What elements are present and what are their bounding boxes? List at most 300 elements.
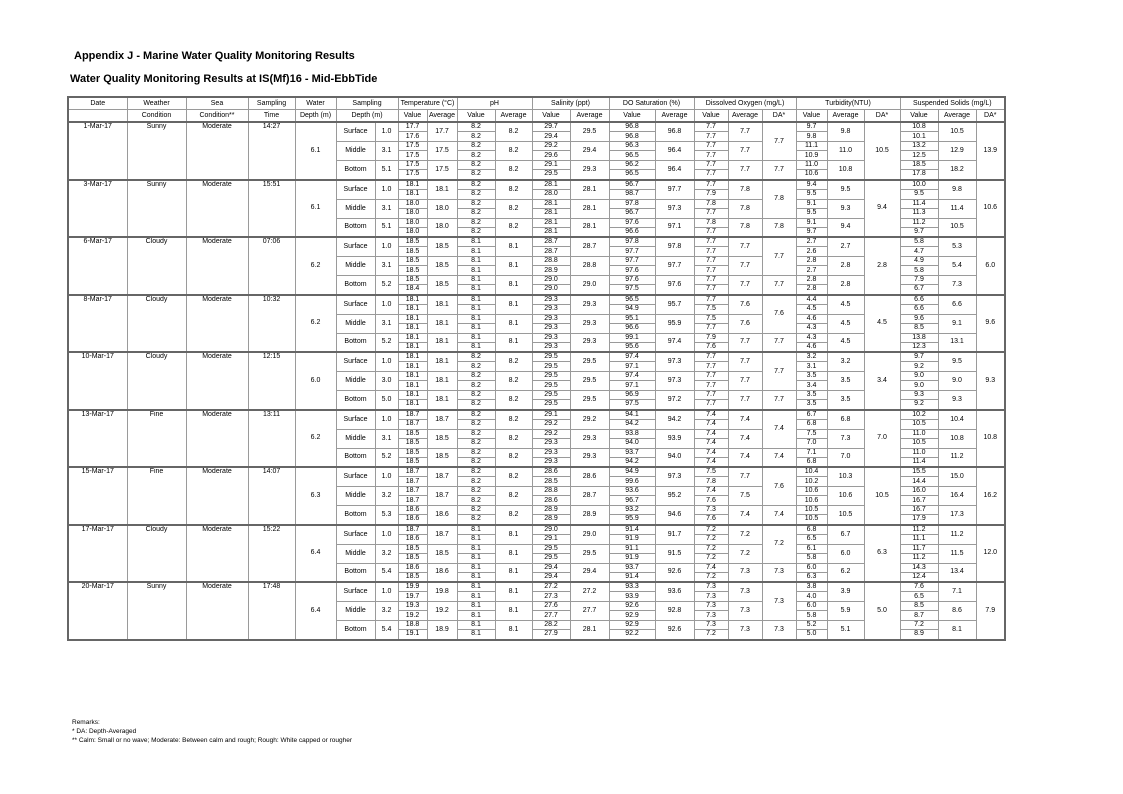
turbidity-value: 4.3 [796, 333, 827, 342]
temperature-value: 18.7 [398, 525, 427, 535]
sampling-level-cell: Bottom [336, 563, 375, 582]
suspended-solids-value: 6.7 [900, 285, 938, 295]
suspended-solids-value: 9.7 [900, 352, 938, 362]
salinity-value: 28.9 [532, 515, 570, 525]
dissolved-oxygen-average: 7.7 [728, 391, 762, 410]
turbidity-value: 2.8 [796, 276, 827, 285]
column-header: Sea [186, 97, 248, 110]
water-depth-cell: 6.1 [295, 180, 336, 238]
temperature-value: 18.7 [398, 487, 427, 496]
weather-cell: Cloudy [127, 295, 186, 353]
turbidity-value: 5.2 [796, 621, 827, 630]
sampling-depth-cell: 1.0 [375, 295, 398, 315]
turbidity-value: 6.0 [796, 602, 827, 611]
ph-average: 8.2 [495, 429, 532, 448]
suspended-solids-value: 11.4 [900, 457, 938, 467]
do-saturation-value: 93.7 [609, 563, 655, 572]
do-saturation-value: 97.6 [609, 218, 655, 227]
temperature-value: 19.2 [398, 611, 427, 621]
dissolved-oxygen-value: 7.4 [694, 438, 728, 448]
suspended-solids-average: 12.9 [938, 142, 976, 161]
temperature-average: 18.7 [427, 525, 457, 545]
temperature-average: 18.7 [427, 410, 457, 430]
column-subheader: Value [398, 110, 427, 123]
ph-average: 8.1 [495, 602, 532, 621]
water-depth-cell: 6.3 [295, 467, 336, 525]
sampling-depth-cell: 1.0 [375, 410, 398, 430]
turbidity-average: 7.0 [827, 448, 864, 467]
sampling-level-cell: Bottom [336, 276, 375, 295]
turbidity-value: 6.8 [796, 525, 827, 535]
temperature-average: 18.5 [427, 448, 457, 467]
turbidity-value: 9.4 [796, 180, 827, 190]
temperature-value: 18.1 [398, 381, 427, 391]
salinity-average: 29.3 [570, 429, 609, 448]
turbidity-average: 10.8 [827, 161, 864, 180]
ph-value: 8.1 [457, 602, 495, 611]
remark-line: ** Calm: Small or no wave; Moderate: Between calm and rough; Rough: White capped or rougher [72, 737, 353, 744]
ph-average: 8.2 [495, 448, 532, 467]
turbidity-value: 6.5 [796, 534, 827, 544]
dissolved-oxygen-value: 7.7 [694, 381, 728, 391]
ph-value: 8.2 [457, 122, 495, 132]
suspended-solids-average: 10.4 [938, 410, 976, 430]
sampling-time-cell: 10:32 [248, 295, 295, 353]
date-cell: 6-Mar-17 [68, 237, 127, 295]
dissolved-oxygen-da: 7.6 [762, 467, 796, 506]
salinity-value: 29.3 [532, 295, 570, 305]
temperature-value: 17.5 [398, 170, 427, 180]
ph-value: 8.2 [457, 208, 495, 218]
suspended-solids-value: 11.0 [900, 429, 938, 438]
sampling-level-cell: Middle [336, 199, 375, 218]
sampling-depth-cell: 1.0 [375, 467, 398, 487]
date-cell: 17-Mar-17 [68, 525, 127, 583]
sea-condition-cell: Moderate [186, 467, 248, 525]
sampling-level-cell: Middle [336, 544, 375, 563]
dissolved-oxygen-value: 7.5 [694, 304, 728, 314]
ph-value: 8.2 [457, 362, 495, 372]
sampling-time-cell: 14:07 [248, 467, 295, 525]
column-subheader: Value [457, 110, 495, 123]
salinity-value: 29.3 [532, 438, 570, 448]
date-cell: 10-Mar-17 [68, 352, 127, 410]
ph-value: 8.1 [457, 247, 495, 257]
weather-cell: Cloudy [127, 525, 186, 583]
dissolved-oxygen-value: 7.7 [694, 227, 728, 237]
do-saturation-value: 97.6 [609, 266, 655, 276]
table-row [68, 237, 1005, 247]
turbidity-value: 6.7 [796, 410, 827, 420]
temperature-value: 18.1 [398, 372, 427, 381]
column-subheader: Value [694, 110, 728, 123]
salinity-value: 29.3 [532, 323, 570, 333]
turbidity-value: 4.6 [796, 314, 827, 323]
column-subheader: DA* [762, 110, 796, 123]
temperature-average: 18.1 [427, 295, 457, 315]
suspended-solids-value: 9.0 [900, 381, 938, 391]
turbidity-value: 10.6 [796, 487, 827, 496]
dissolved-oxygen-average: 7.7 [728, 257, 762, 276]
dissolved-oxygen-value: 7.8 [694, 218, 728, 227]
sampling-depth-cell: 3.1 [375, 257, 398, 276]
salinity-value: 28.8 [532, 487, 570, 496]
temperature-average: 18.1 [427, 314, 457, 333]
dissolved-oxygen-value: 7.7 [694, 266, 728, 276]
suspended-solids-value: 12.4 [900, 572, 938, 582]
ph-value: 8.1 [457, 314, 495, 323]
salinity-value: 29.2 [532, 142, 570, 151]
suspended-solids-average: 8.6 [938, 602, 976, 621]
do-saturation-average: 92.6 [655, 563, 694, 582]
turbidity-average: 3.5 [827, 391, 864, 410]
column-subheader: Average [938, 110, 976, 123]
ph-value: 8.1 [457, 333, 495, 342]
temperature-average: 17.7 [427, 122, 457, 142]
suspended-solids-average: 9.8 [938, 180, 976, 200]
water-depth-cell: 6.2 [295, 237, 336, 295]
suspended-solids-average: 18.2 [938, 161, 976, 180]
salinity-value: 29.3 [532, 333, 570, 342]
dissolved-oxygen-value: 7.3 [694, 582, 728, 592]
do-saturation-average: 97.7 [655, 180, 694, 200]
column-subheader: Average [495, 110, 532, 123]
sampling-level-cell: Surface [336, 180, 375, 200]
dissolved-oxygen-value: 7.7 [694, 208, 728, 218]
do-saturation-value: 97.1 [609, 362, 655, 372]
suspended-solids-average: 17.3 [938, 506, 976, 525]
do-saturation-value: 96.7 [609, 180, 655, 190]
dissolved-oxygen-average: 7.3 [728, 602, 762, 621]
sampling-depth-cell: 5.0 [375, 391, 398, 410]
do-saturation-value: 92.6 [609, 602, 655, 611]
salinity-value: 29.4 [532, 572, 570, 582]
column-subheader: Value [900, 110, 938, 123]
do-saturation-value: 93.9 [609, 592, 655, 602]
do-saturation-value: 97.5 [609, 285, 655, 295]
dissolved-oxygen-da: 7.7 [762, 333, 796, 352]
turbidity-average: 9.8 [827, 122, 864, 142]
do-saturation-value: 96.3 [609, 142, 655, 151]
dissolved-oxygen-average: 7.2 [728, 544, 762, 563]
dissolved-oxygen-value: 7.7 [694, 142, 728, 151]
suspended-solids-value: 10.2 [900, 410, 938, 420]
turbidity-average: 4.5 [827, 314, 864, 333]
water-depth-cell: 6.4 [295, 582, 336, 640]
salinity-value: 29.3 [532, 448, 570, 457]
sampling-time-cell: 15:22 [248, 525, 295, 583]
salinity-value: 28.9 [532, 266, 570, 276]
dissolved-oxygen-average: 7.4 [728, 429, 762, 448]
dissolved-oxygen-value: 7.4 [694, 419, 728, 429]
temperature-value: 18.6 [398, 506, 427, 515]
dissolved-oxygen-value: 7.2 [694, 544, 728, 553]
sampling-time-cell: 14:27 [248, 122, 295, 180]
dissolved-oxygen-average: 7.7 [728, 142, 762, 161]
sea-condition-cell: Moderate [186, 525, 248, 583]
column-subheader: DA* [976, 110, 1005, 123]
do-saturation-average: 93.9 [655, 429, 694, 448]
turbidity-average: 6.7 [827, 525, 864, 545]
turbidity-value: 3.8 [796, 582, 827, 592]
do-saturation-value: 97.5 [609, 400, 655, 410]
turbidity-value: 11.1 [796, 142, 827, 151]
dissolved-oxygen-value: 7.9 [694, 333, 728, 342]
do-saturation-average: 94.0 [655, 448, 694, 467]
table-row [68, 410, 1005, 420]
turbidity-value: 10.4 [796, 467, 827, 477]
suspended-solids-value: 11.2 [900, 525, 938, 535]
suspended-solids-average: 11.5 [938, 544, 976, 563]
dissolved-oxygen-value: 7.8 [694, 477, 728, 487]
do-saturation-value: 96.5 [609, 151, 655, 161]
dissolved-oxygen-value: 7.4 [694, 448, 728, 457]
do-saturation-value: 96.6 [609, 323, 655, 333]
turbidity-average: 11.0 [827, 142, 864, 161]
suspended-solids-value: 13.2 [900, 142, 938, 151]
suspended-solids-value: 5.8 [900, 266, 938, 276]
dissolved-oxygen-value: 7.7 [694, 391, 728, 400]
suspended-solids-value: 8.5 [900, 602, 938, 611]
dissolved-oxygen-average: 7.7 [728, 467, 762, 487]
temperature-average: 18.7 [427, 487, 457, 506]
temperature-average: 18.1 [427, 372, 457, 391]
temperature-value: 18.5 [398, 276, 427, 285]
ph-value: 8.1 [457, 592, 495, 602]
turbidity-value: 4.3 [796, 323, 827, 333]
ph-value: 8.2 [457, 170, 495, 180]
ph-average: 8.1 [495, 563, 532, 582]
suspended-solids-value: 8.9 [900, 630, 938, 640]
do-saturation-average: 97.2 [655, 391, 694, 410]
temperature-average: 18.0 [427, 199, 457, 218]
date-cell: 13-Mar-17 [68, 410, 127, 468]
temperature-average: 18.5 [427, 257, 457, 276]
suspended-solids-average: 9.0 [938, 372, 976, 391]
suspended-solids-value: 4.9 [900, 257, 938, 266]
ph-value: 8.1 [457, 572, 495, 582]
do-saturation-value: 98.7 [609, 189, 655, 199]
temperature-value: 18.1 [398, 323, 427, 333]
temperature-value: 18.0 [398, 199, 427, 208]
salinity-value: 29.5 [532, 553, 570, 563]
temperature-average: 17.5 [427, 142, 457, 161]
turbidity-value: 3.2 [796, 352, 827, 362]
column-subheader: Depth (m) [336, 110, 398, 123]
suspended-solids-value: 9.0 [900, 372, 938, 381]
ph-value: 8.2 [457, 515, 495, 525]
turbidity-average: 2.7 [827, 237, 864, 257]
dissolved-oxygen-value: 7.7 [694, 323, 728, 333]
do-saturation-value: 96.2 [609, 161, 655, 170]
sampling-level-cell: Bottom [336, 448, 375, 467]
dissolved-oxygen-value: 7.5 [694, 314, 728, 323]
temperature-value: 18.6 [398, 534, 427, 544]
temperature-average: 17.5 [427, 161, 457, 180]
temperature-value: 18.1 [398, 362, 427, 372]
salinity-average: 29.3 [570, 161, 609, 180]
temperature-value: 18.1 [398, 400, 427, 410]
do-saturation-value: 94.9 [609, 467, 655, 477]
do-saturation-value: 93.7 [609, 448, 655, 457]
column-header: Weather [127, 97, 186, 110]
turbidity-da: 4.5 [864, 295, 900, 353]
ph-value: 8.1 [457, 237, 495, 247]
salinity-value: 28.7 [532, 237, 570, 247]
turbidity-average: 10.5 [827, 506, 864, 525]
do-saturation-value: 97.7 [609, 257, 655, 266]
do-saturation-value: 96.5 [609, 170, 655, 180]
turbidity-value: 9.5 [796, 208, 827, 218]
turbidity-da: 2.8 [864, 237, 900, 295]
salinity-value: 28.8 [532, 257, 570, 266]
salinity-value: 29.5 [532, 170, 570, 180]
temperature-value: 17.5 [398, 161, 427, 170]
ph-average: 8.2 [495, 410, 532, 430]
temperature-value: 18.8 [398, 621, 427, 630]
salinity-average: 29.0 [570, 276, 609, 295]
sampling-depth-cell: 1.0 [375, 180, 398, 200]
suspended-solids-value: 9.5 [900, 189, 938, 199]
sampling-depth-cell: 1.0 [375, 525, 398, 545]
suspended-solids-value: 11.7 [900, 544, 938, 553]
ph-average: 8.1 [495, 544, 532, 563]
remarks [72, 718, 352, 745]
sampling-level-cell: Middle [336, 429, 375, 448]
ph-value: 8.2 [457, 448, 495, 457]
column-header: Temperature (°C) [398, 97, 457, 110]
do-saturation-average: 94.6 [655, 506, 694, 525]
water-quality-table [67, 96, 1006, 641]
salinity-value: 27.7 [532, 611, 570, 621]
turbidity-value: 9.7 [796, 122, 827, 132]
temperature-value: 18.1 [398, 342, 427, 352]
ph-value: 8.2 [457, 227, 495, 237]
do-saturation-value: 93.6 [609, 487, 655, 496]
dissolved-oxygen-value: 7.4 [694, 429, 728, 438]
ph-value: 8.2 [457, 151, 495, 161]
turbidity-average: 3.9 [827, 582, 864, 602]
suspended-solids-value: 7.6 [900, 582, 938, 592]
salinity-value: 29.0 [532, 525, 570, 535]
suspended-solids-value: 10.5 [900, 419, 938, 429]
remarks-title: Remarks: [72, 719, 100, 726]
ph-value: 8.1 [457, 563, 495, 572]
turbidity-average: 7.3 [827, 429, 864, 448]
temperature-average: 18.5 [427, 544, 457, 563]
temperature-value: 18.1 [398, 314, 427, 323]
salinity-value: 28.6 [532, 496, 570, 506]
ph-average: 8.2 [495, 391, 532, 410]
table-title: Water Quality Monitoring Results at IS(Mf)16 - Mid-EbbTide [70, 73, 378, 85]
turbidity-da: 7.0 [864, 410, 900, 468]
salinity-average: 28.1 [570, 621, 609, 640]
suspended-solids-average: 11.4 [938, 199, 976, 218]
water-depth-cell: 6.2 [295, 410, 336, 468]
ph-average: 8.2 [495, 180, 532, 200]
temperature-value: 18.0 [398, 218, 427, 227]
ph-value: 8.1 [457, 525, 495, 535]
turbidity-value: 10.6 [796, 170, 827, 180]
turbidity-value: 2.7 [796, 237, 827, 247]
suspended-solids-value: 13.8 [900, 333, 938, 342]
turbidity-average: 3.2 [827, 352, 864, 372]
temperature-average: 18.1 [427, 352, 457, 372]
turbidity-average: 3.5 [827, 372, 864, 391]
ph-average: 8.2 [495, 467, 532, 487]
suspended-solids-value: 10.5 [900, 438, 938, 448]
dissolved-oxygen-average: 7.4 [728, 506, 762, 525]
ph-average: 8.1 [495, 237, 532, 257]
suspended-solids-value: 16.0 [900, 487, 938, 496]
ph-value: 8.2 [457, 180, 495, 190]
header-row-2 [68, 110, 1005, 123]
dissolved-oxygen-average: 7.4 [728, 410, 762, 430]
column-subheader: Average [427, 110, 457, 123]
do-saturation-value: 91.1 [609, 544, 655, 553]
ph-value: 8.1 [457, 621, 495, 630]
do-saturation-value: 97.7 [609, 247, 655, 257]
salinity-value: 29.2 [532, 419, 570, 429]
weather-cell: Fine [127, 410, 186, 468]
suspended-solids-value: 11.2 [900, 553, 938, 563]
dissolved-oxygen-value: 7.7 [694, 161, 728, 170]
turbidity-value: 2.6 [796, 247, 827, 257]
dissolved-oxygen-da: 7.8 [762, 218, 796, 237]
water-depth-cell: 6.0 [295, 352, 336, 410]
date-cell: 20-Mar-17 [68, 582, 127, 640]
sampling-level-cell: Middle [336, 257, 375, 276]
ph-value: 8.2 [457, 496, 495, 506]
column-subheader: Time [248, 110, 295, 123]
do-saturation-value: 95.6 [609, 342, 655, 352]
temperature-value: 18.4 [398, 285, 427, 295]
suspended-solids-da: 10.6 [976, 180, 1005, 238]
suspended-solids-average: 11.2 [938, 525, 976, 545]
ph-value: 8.2 [457, 132, 495, 142]
suspended-solids-value: 6.5 [900, 592, 938, 602]
turbidity-average: 4.5 [827, 295, 864, 315]
turbidity-value: 7.0 [796, 438, 827, 448]
sampling-level-cell: Bottom [336, 161, 375, 180]
sampling-depth-cell: 3.0 [375, 372, 398, 391]
turbidity-value: 10.5 [796, 506, 827, 515]
dissolved-oxygen-da: 7.7 [762, 352, 796, 391]
ph-average: 8.2 [495, 372, 532, 391]
sea-condition-cell: Moderate [186, 295, 248, 353]
salinity-value: 27.9 [532, 630, 570, 640]
salinity-average: 28.1 [570, 180, 609, 200]
turbidity-value: 9.7 [796, 227, 827, 237]
suspended-solids-average: 9.5 [938, 352, 976, 372]
ph-value: 8.1 [457, 553, 495, 563]
turbidity-da: 10.5 [864, 467, 900, 525]
do-saturation-value: 91.9 [609, 534, 655, 544]
ph-value: 8.1 [457, 611, 495, 621]
salinity-average: 29.2 [570, 410, 609, 430]
turbidity-value: 3.5 [796, 372, 827, 381]
temperature-value: 17.5 [398, 151, 427, 161]
dissolved-oxygen-value: 7.7 [694, 170, 728, 180]
turbidity-average: 9.3 [827, 199, 864, 218]
temperature-value: 18.5 [398, 553, 427, 563]
ph-value: 8.2 [457, 419, 495, 429]
turbidity-value: 4.6 [796, 342, 827, 352]
dissolved-oxygen-value: 7.3 [694, 621, 728, 630]
salinity-average: 29.3 [570, 448, 609, 467]
salinity-value: 29.5 [532, 362, 570, 372]
do-saturation-value: 96.8 [609, 122, 655, 132]
